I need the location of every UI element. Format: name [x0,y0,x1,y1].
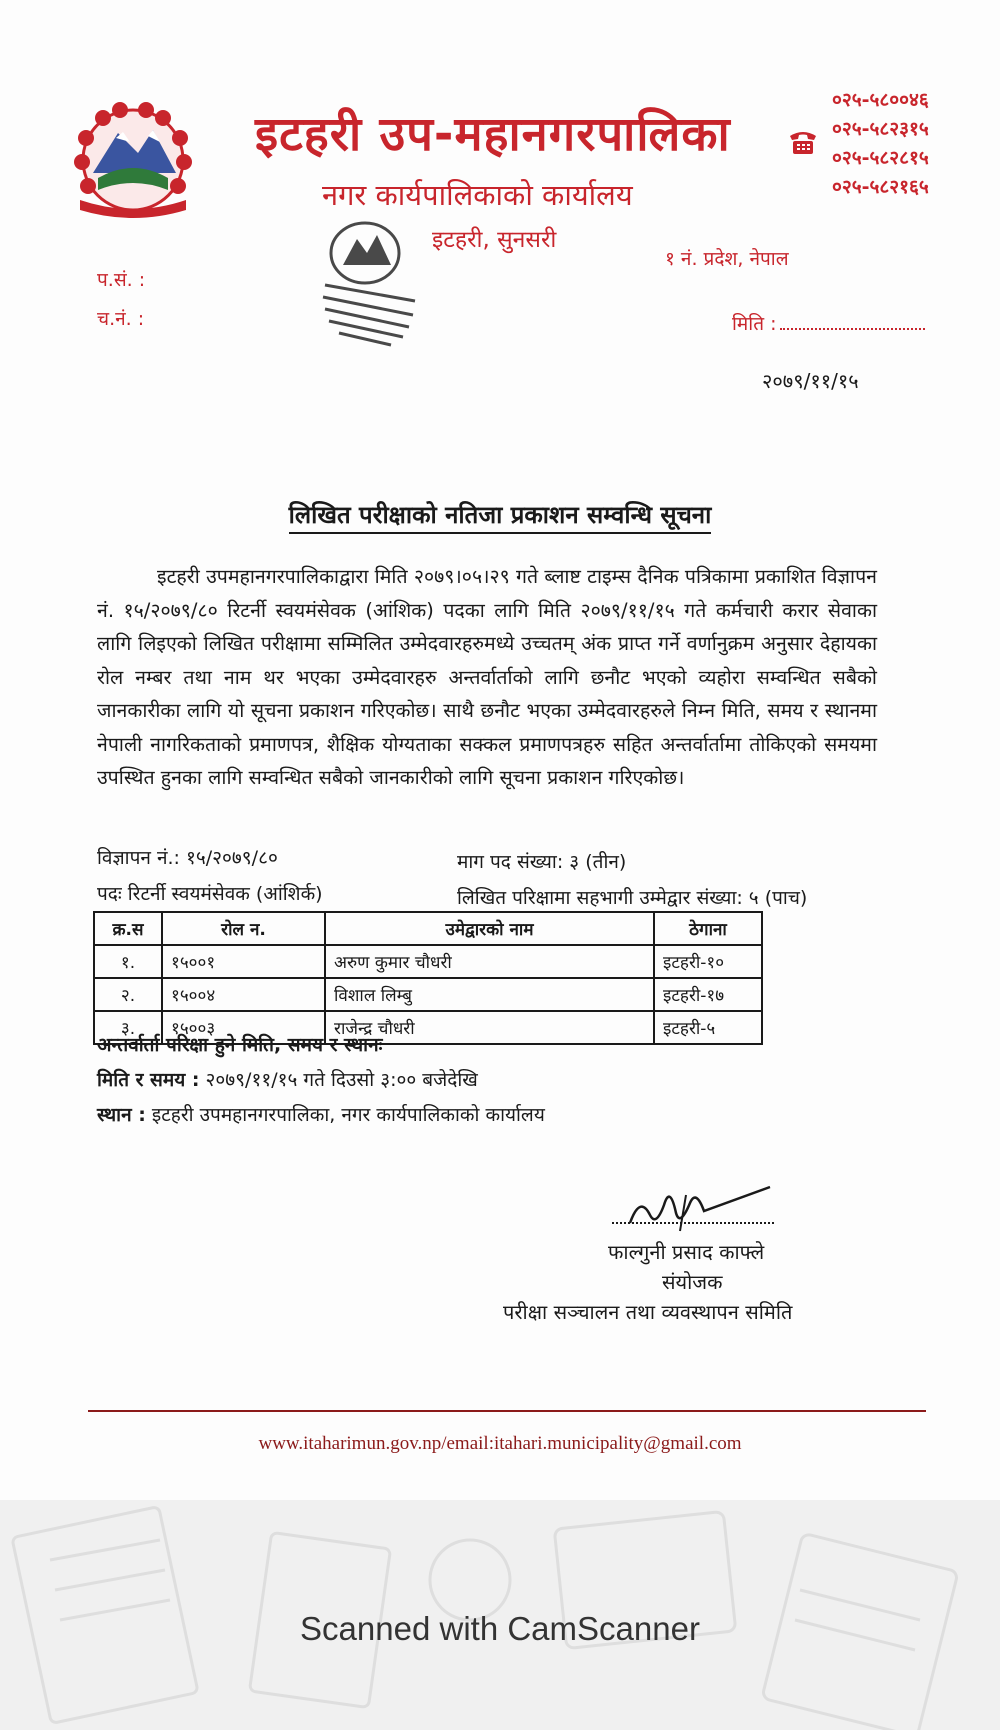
header-address: ठेगाना [654,912,762,945]
cell-serial: १. [94,945,162,978]
table-row [94,945,762,978]
cell-roll: १५००३ [162,1011,325,1044]
office-subtitle: नगर कार्यपालिकाको कार्यालय [322,178,633,212]
signatory-name: फाल्गुनी प्रसाद काफ्ले [608,1240,765,1264]
date-dotted-line [780,328,925,330]
camscanner-label: Scanned with CamScanner [300,1610,700,1647]
date-field [732,310,925,336]
header-name: उमेद्वारको नाम [325,912,654,945]
office-seal-stamp [305,205,435,355]
interview-time-value: २०७९/११/१५ गते दिउसो ३:०० बजेदेखि [205,1069,478,1091]
header-roll: रोल न. [162,912,325,945]
phone-numbers [832,86,929,202]
issue-date: २०७९/११/१५ [762,369,859,393]
phone-number: ०२५-५८००४६ [832,89,929,111]
footer-divider [88,1410,926,1412]
interview-time-label: मिति र समय : [97,1069,200,1091]
phone-number: ०२५-५८२३१५ [832,118,929,140]
advertisement-number: विज्ञापन नं.: १५/२०७९/८० [97,847,278,869]
office-address: इटहरी, सुनसरी [432,227,557,253]
cell-address: इटहरी-५ [654,1011,762,1044]
signatory-role: संयोजक [662,1270,723,1294]
reference-label: प.सं. : [97,269,146,291]
table-row [94,978,762,1011]
cell-serial: २. [94,978,162,1011]
cell-address: इटहरी-१० [654,945,762,978]
position-name: पदः रिटर्नी स्वयमंसेवक (आंशिर्क) [97,883,323,905]
province-label: १ नं. प्रदेश, नेपाल [665,248,789,270]
dispatch-label: च.नं. : [97,308,145,330]
table-header-row [94,912,762,945]
telephone-icon [788,128,818,156]
cell-address: इटहरी-१७ [654,978,762,1011]
cell-name: अरुण कुमार चौधरी [325,945,654,978]
nepal-emblem-icon [68,98,198,228]
header-serial: क्र.स [94,912,162,945]
camscanner-watermark-band [0,1500,1000,1730]
post-count: माग पद संख्या: ३ (तीन) [457,851,627,873]
result-table [93,911,763,1045]
interview-heading: अन्तर्वार्ता परिक्षा हुने मिति, समय र स्थानः [97,1034,383,1056]
interview-time [97,1066,478,1092]
interview-place [97,1101,545,1127]
notice-paragraph: इटहरी उपमहानगरपालिकाद्वारा मिति २०७९।०५।२९ गते ब्लाष्ट टाइम्स दैनिक पत्रिकामा प्रकाशित विज्ञापन नं. १५/२०७९/८० रिटर्नी स्वयमंसेवक (आंशिक) पदका लागि मिति २०७९/११/१५ गते कर्मचारी करार सेवाका लागि लिइएको लिखित परीक्षामा सम्मिलित उम्मेदवारहरुमध्ये उच्चतम् अंक प्राप्त गर्ने वर्णानुक्रम अनुसार देहायका रोल नम्बर तथा नाम थर भएका उम्मेदवारहरु अन्तर्वार्ताको लागि छनौट भएको व्यहोरा सम्वन्धित सबैको जानकारीका लागि यो सूचना प्रकाशन गरिएकोछ। साथै छनौट भएका उम्मेदवारहरुले निम्न मिति, समय र स्थानमा नेपाली नागरिकताको प्रमाणपत्र, शैक्षिक योग्यताका सक्कल प्रमाणपत्रहरु सहित अन्तर्वार्तामा तोकिएको समयमा उपस्थित हुनका लागि सम्वन्धित सबैको जानकारीको लागि सूचना प्रकाशन गरिएकोछ। [97,565,877,789]
office-title: इटहरी उप-महानगरपालिका [255,107,731,162]
signature-dotted-line [612,1222,774,1224]
cell-name: विशाल लिम्बु [325,978,654,1011]
cell-roll: १५००१ [162,945,325,978]
phone-number: ०२५-५८२८१५ [832,147,929,169]
notice-subject-text: लिखित परीक्षाको नतिजा प्रकाशन सम्वन्धि सूचना [289,501,712,534]
handwritten-signature [620,1175,780,1235]
signatory-committee: परीक्षा सञ्चालन तथा व्यवस्थापन समिति [503,1300,793,1324]
interview-place-label: स्थान : [97,1104,146,1126]
cell-roll: १५००४ [162,978,325,1011]
interview-place-value: इटहरी उपमहानगरपालिका, नगर कार्यपालिकाको कार्यालय [151,1104,545,1126]
date-label: मिति : [732,313,777,335]
cell-name: राजेन्द्र चौधरी [325,1011,654,1044]
footer-website-email[interactable]: www.itaharimun.gov.np/email:itahari.municipality@gmail.com [258,1433,742,1454]
candidate-count: लिखित परिक्षामा सहभागी उम्मेद्वार संख्या: ५ (पाच) [457,887,808,909]
notice-subject [0,498,1000,531]
cell-serial: ३. [94,1011,162,1044]
phone-number: ०२५-५८२१६५ [832,176,929,198]
